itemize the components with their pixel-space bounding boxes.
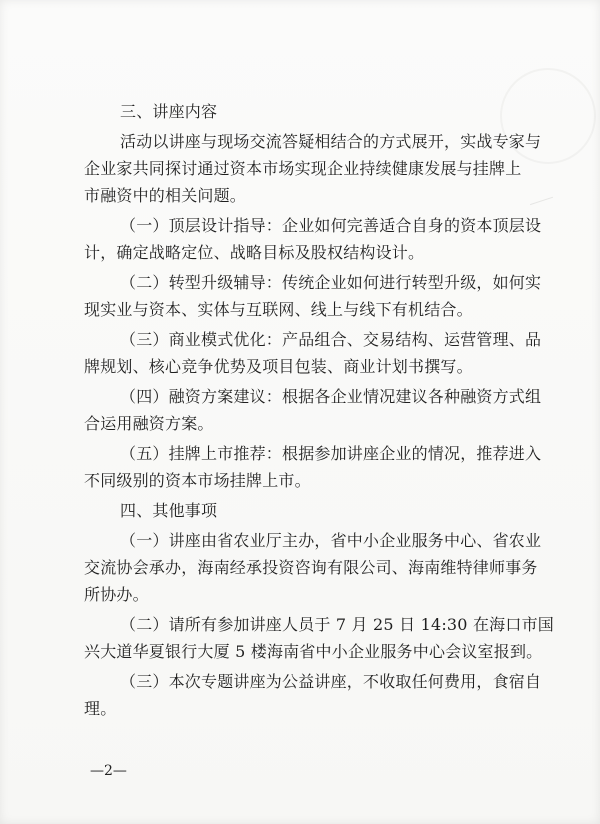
paragraph-line: （三）本次专题讲座为公益讲座，不收取任何费用，食宿自 bbox=[120, 672, 542, 691]
paragraph-line: 活动以讲座与现场交流答疑相结合的方式展开，实战专家与 bbox=[120, 132, 542, 151]
paragraph-line: 所协办。 bbox=[84, 585, 149, 604]
paragraph-line: 市融资中的相关问题。 bbox=[84, 186, 247, 205]
paragraph-line: （二）请所有参加讲座人员于 7 月 25 日 14:30 在海口市国 bbox=[120, 615, 554, 634]
section-heading-other-matters: 四、其他事项 bbox=[120, 501, 218, 520]
paragraph-line: 兴大道华夏银行大厦 5 楼海南省中小企业服务中心会议室报到。 bbox=[84, 642, 543, 661]
paragraph-line: 不同级别的资本市场挂牌上市。 bbox=[84, 471, 311, 490]
paragraph-line: 牌规划、核心竞争优势及项目包装、商业计划书撰写。 bbox=[84, 357, 473, 376]
paragraph-line: （三）商业模式优化：产品组合、交易结构、运营管理、品 bbox=[120, 330, 542, 349]
paragraph-line: （一）讲座由省农业厅主办，省中小企业服务中心、省农业 bbox=[120, 531, 542, 550]
section-heading-lecture-content: 三、讲座内容 bbox=[120, 102, 218, 121]
paragraph-line: （一）顶层设计指导：企业如何完善适合自身的资本顶层设 bbox=[120, 216, 542, 235]
paragraph-line: 合运用融资方案。 bbox=[84, 414, 214, 433]
paragraph-line: 现实业与资本、实体与互联网、线上与线下有机结合。 bbox=[84, 300, 473, 319]
paragraph-line: 交流协会承办，海南经承投资咨询有限公司、海南维特律师事务 bbox=[84, 558, 538, 577]
paragraph-line: 企业家共同探讨通过资本市场实现企业持续健康发展与挂牌上 bbox=[84, 159, 522, 178]
paragraph-line: （四）融资方案建议：根据各企业情况建议各种融资方式组 bbox=[120, 387, 542, 406]
paragraph-line: 理。 bbox=[84, 699, 117, 718]
paragraph-line: （二）转型升级辅导：传统企业如何进行转型升级，如何实 bbox=[120, 273, 542, 292]
paragraph-line: 计，确定战略定位、战略目标及股权结构设计。 bbox=[84, 243, 425, 262]
page-number: —2— bbox=[90, 763, 127, 779]
paragraph-line: （五）挂牌上市推荐：根据参加讲座企业的情况，推荐进入 bbox=[120, 444, 542, 463]
